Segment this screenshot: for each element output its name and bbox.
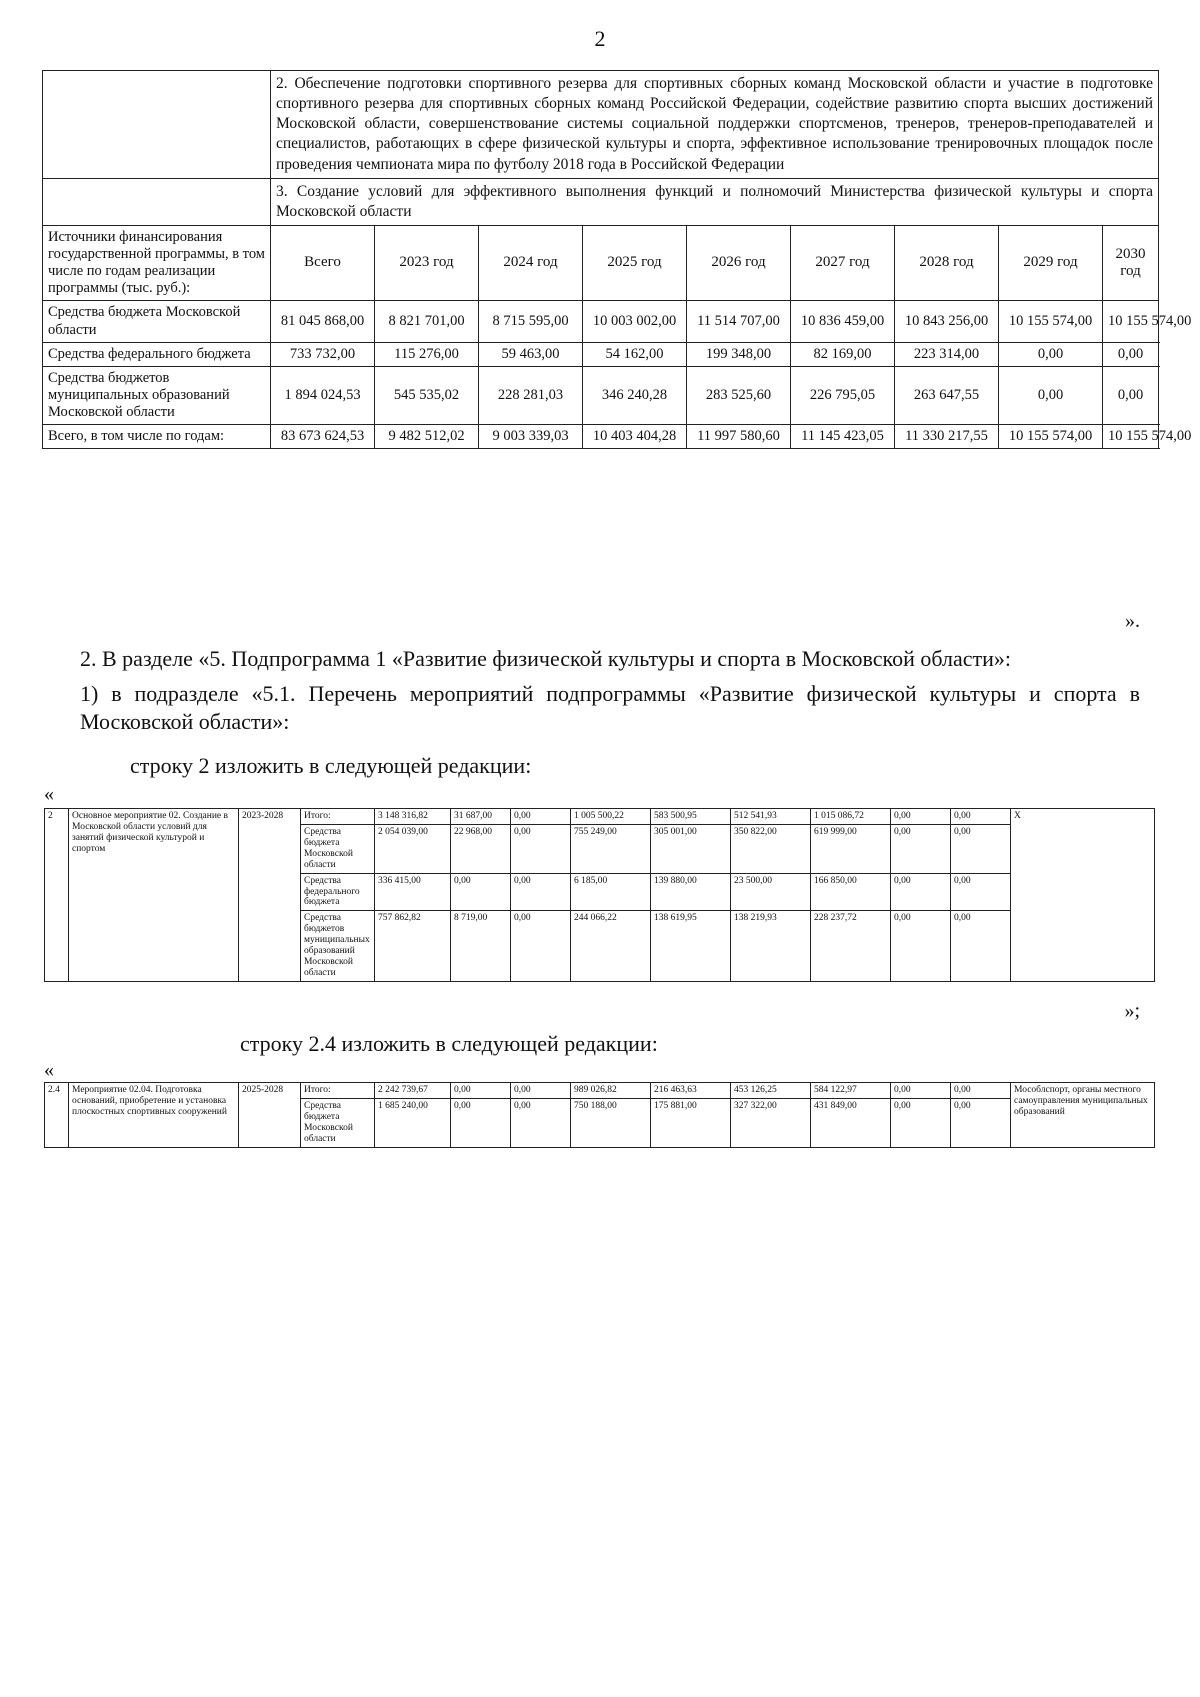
measure-value: 138 619,95 bbox=[651, 911, 731, 982]
financing-value: 83 673 624,53 bbox=[271, 425, 375, 449]
measure-value: 583 500,95 bbox=[651, 809, 731, 825]
measure-value: 0,00 bbox=[891, 873, 951, 911]
measure-value: 0,00 bbox=[511, 873, 571, 911]
subsection-paragraph: 1) в подразделе «5.1. Перечень мероприятий подпрограммы «Развитие физической культуры и спорта в Московской области»: bbox=[80, 681, 1140, 734]
financing-row bbox=[43, 425, 1159, 449]
measure-value: 431 849,00 bbox=[811, 1098, 891, 1147]
financing-value: 223 314,00 bbox=[895, 342, 999, 366]
measure-value: 0,00 bbox=[891, 1098, 951, 1147]
measure-value: 0,00 bbox=[511, 1098, 571, 1147]
measure-value: 6 185,00 bbox=[571, 873, 651, 911]
financing-value: 10 155 574,00 bbox=[1103, 425, 1159, 449]
measure-value: 0,00 bbox=[891, 824, 951, 873]
measure-value: 0,00 bbox=[511, 911, 571, 982]
measure-value: 166 850,00 bbox=[811, 873, 891, 911]
financing-value: 82 169,00 bbox=[791, 342, 895, 366]
financing-value: 1 894 024,53 bbox=[271, 366, 375, 424]
financing-table bbox=[42, 70, 1192, 449]
measure-value: 3 148 316,82 bbox=[375, 809, 451, 825]
measure-value: 327 322,00 bbox=[731, 1098, 811, 1147]
financing-value: 8 715 595,00 bbox=[479, 301, 583, 342]
measure-executor: Х bbox=[1011, 809, 1155, 982]
measure-line bbox=[45, 1083, 1155, 1099]
financing-value: 9 003 339,03 bbox=[479, 425, 583, 449]
page-number: 2 bbox=[594, 26, 606, 51]
row-2-closing-quote: »; bbox=[1124, 1000, 1140, 1022]
financing-source-label: Средства бюджетов муниципальных образований Московской области bbox=[43, 366, 271, 424]
funding-source: Средства бюджета Московской области bbox=[301, 1098, 375, 1147]
financing-value: 10 155 574,00 bbox=[1103, 301, 1159, 342]
financing-value: 346 240,28 bbox=[583, 366, 687, 424]
measure-value: 0,00 bbox=[511, 1083, 571, 1099]
measure-value: 305 001,00 bbox=[651, 824, 731, 873]
measure-period: 2025-2028 bbox=[239, 1083, 301, 1148]
measure-value: 0,00 bbox=[451, 873, 511, 911]
measure-value: 175 881,00 bbox=[651, 1098, 731, 1147]
column-header: 2030 год bbox=[1103, 225, 1159, 300]
financing-header-row bbox=[43, 225, 1159, 300]
financing-value: 54 162,00 bbox=[583, 342, 687, 366]
funding-source: Итого: bbox=[301, 809, 375, 825]
measure-value: 336 415,00 bbox=[375, 873, 451, 911]
financing-value: 199 348,00 bbox=[687, 342, 791, 366]
measure-value: 512 541,93 bbox=[731, 809, 811, 825]
column-header: 2028 год bbox=[895, 225, 999, 300]
financing-value: 115 276,00 bbox=[375, 342, 479, 366]
column-header: Всего bbox=[271, 225, 375, 300]
measure-value: 619 999,00 bbox=[811, 824, 891, 873]
measure-name: Основное мероприятие 02. Создание в Московской области условий для занятий физической культурой и спортом bbox=[69, 809, 239, 982]
measure-value: 244 066,22 bbox=[571, 911, 651, 982]
measure-number: 2.4 bbox=[45, 1083, 69, 1148]
measure-value: 139 880,00 bbox=[651, 873, 731, 911]
measure-name: Мероприятие 02.04. Подготовка оснований, приобретение и установка плоскостных спортивных сооружений bbox=[69, 1083, 239, 1148]
measure-value: 22 968,00 bbox=[451, 824, 511, 873]
measure-value: 757 862,82 bbox=[375, 911, 451, 982]
measure-value: 453 126,25 bbox=[731, 1083, 811, 1099]
measure-line bbox=[45, 809, 1155, 825]
financing-row bbox=[43, 301, 1159, 342]
financing-header-label: Источники финансирования государственной программы, в том числе по годам реализации программы (тыс. руб.): bbox=[43, 225, 271, 300]
measure-value: 8 719,00 bbox=[451, 911, 511, 982]
financing-row bbox=[43, 366, 1159, 424]
row-2-table bbox=[44, 808, 1155, 982]
financing-value: 10 843 256,00 bbox=[895, 301, 999, 342]
row-2-4-table bbox=[44, 1082, 1155, 1148]
measure-executor: Мособлспорт, органы местного самоуправления муниципальных образований bbox=[1011, 1083, 1155, 1148]
measure-period: 2023-2028 bbox=[239, 809, 301, 982]
measure-value: 0,00 bbox=[891, 911, 951, 982]
financing-value: 9 482 512,02 bbox=[375, 425, 479, 449]
financing-value: 10 155 574,00 bbox=[999, 301, 1103, 342]
measure-value: 0,00 bbox=[511, 809, 571, 825]
measure-value: 755 249,00 bbox=[571, 824, 651, 873]
measure-value: 350 822,00 bbox=[731, 824, 811, 873]
measure-value: 989 026,82 bbox=[571, 1083, 651, 1099]
measure-value: 0,00 bbox=[951, 824, 1011, 873]
column-header: 2023 год bbox=[375, 225, 479, 300]
financing-closing-quote: ». bbox=[1125, 610, 1140, 632]
measure-value: 216 463,63 bbox=[651, 1083, 731, 1099]
measure-value: 23 500,00 bbox=[731, 873, 811, 911]
goal-spacer-cell bbox=[43, 71, 271, 179]
goal-2-text: 2. Обеспечение подготовки спортивного резерва для спортивных сборных команд Московской области и участие в подготовке спортивного резерва для спортивных сборных команд Российской Федерации, содействие развитию спорта высших достижений Московской области, совершенствование системы социальной поддержки спортсменов, тренеров, тренеров-преподавателей и специалистов, работающих в сфере физической культуры и спорта, эффективное использование тренировочных площадок после проведения чемпионата мира по футболу 2018 года в Российской Федерации bbox=[271, 71, 1159, 179]
measure-value: 1 685 240,00 bbox=[375, 1098, 451, 1147]
financing-value: 283 525,60 bbox=[687, 366, 791, 424]
measure-value: 2 242 739,67 bbox=[375, 1083, 451, 1099]
financing-value: 59 463,00 bbox=[479, 342, 583, 366]
goal-3-text: 3. Создание условий для эффективного выполнения функций и полномочий Министерства физической культуры и спорта Московской области bbox=[271, 178, 1159, 225]
measure-value: 0,00 bbox=[891, 1083, 951, 1099]
row-2-4-instruction: строку 2.4 изложить в следующей редакции: bbox=[240, 1031, 658, 1056]
measure-value: 0,00 bbox=[951, 1098, 1011, 1147]
measure-value: 0,00 bbox=[891, 809, 951, 825]
column-header: 2026 год bbox=[687, 225, 791, 300]
measure-value: 0,00 bbox=[951, 911, 1011, 982]
measure-value: 1 005 500,22 bbox=[571, 809, 651, 825]
measure-value: 31 687,00 bbox=[451, 809, 511, 825]
funding-source: Средства бюджетов муниципальных образований Московской области bbox=[301, 911, 375, 982]
financing-value: 81 045 868,00 bbox=[271, 301, 375, 342]
measure-value: 228 237,72 bbox=[811, 911, 891, 982]
measure-number: 2 bbox=[45, 809, 69, 982]
measure-value: 138 219,93 bbox=[731, 911, 811, 982]
section-2-heading: 2. В разделе «5. Подпрограмма 1 «Развитие физической культуры и спорта в Московской области»: bbox=[80, 646, 1012, 671]
measure-value: 2 054 039,00 bbox=[375, 824, 451, 873]
financing-value: 263 647,55 bbox=[895, 366, 999, 424]
open-quote: « bbox=[44, 1059, 54, 1081]
financing-value: 10 403 404,28 bbox=[583, 425, 687, 449]
measure-value: 0,00 bbox=[511, 824, 571, 873]
financing-value: 228 281,03 bbox=[479, 366, 583, 424]
financing-value: 11 514 707,00 bbox=[687, 301, 791, 342]
financing-value: 0,00 bbox=[1103, 342, 1159, 366]
open-quote: « bbox=[44, 783, 54, 805]
financing-source-label: Всего, в том числе по годам: bbox=[43, 425, 271, 449]
financing-value: 11 330 217,55 bbox=[895, 425, 999, 449]
financing-value: 545 535,02 bbox=[375, 366, 479, 424]
financing-value: 0,00 bbox=[1103, 366, 1159, 424]
financing-source-label: Средства федерального бюджета bbox=[43, 342, 271, 366]
financing-value: 226 795,05 bbox=[791, 366, 895, 424]
financing-value: 733 732,00 bbox=[271, 342, 375, 366]
financing-value: 0,00 bbox=[999, 366, 1103, 424]
funding-source: Итого: bbox=[301, 1083, 375, 1099]
measure-value: 0,00 bbox=[451, 1098, 511, 1147]
financing-source-label: Средства бюджета Московской области bbox=[43, 301, 271, 342]
funding-source: Средства федерального бюджета bbox=[301, 873, 375, 911]
financing-value: 10 003 002,00 bbox=[583, 301, 687, 342]
funding-source: Средства бюджета Московской области bbox=[301, 824, 375, 873]
column-header: 2027 год bbox=[791, 225, 895, 300]
measure-value: 0,00 bbox=[951, 1083, 1011, 1099]
financing-value: 10 836 459,00 bbox=[791, 301, 895, 342]
financing-value: 8 821 701,00 bbox=[375, 301, 479, 342]
row-2-instruction: строку 2 изложить в следующей редакции: bbox=[130, 753, 532, 778]
column-header: 2029 год bbox=[999, 225, 1103, 300]
financing-value: 10 155 574,00 bbox=[999, 425, 1103, 449]
financing-value: 11 145 423,05 bbox=[791, 425, 895, 449]
measure-value: 584 122,97 bbox=[811, 1083, 891, 1099]
financing-value: 11 997 580,60 bbox=[687, 425, 791, 449]
measure-value: 0,00 bbox=[951, 873, 1011, 911]
column-header: 2024 год bbox=[479, 225, 583, 300]
financing-value: 0,00 bbox=[999, 342, 1103, 366]
column-header: 2025 год bbox=[583, 225, 687, 300]
financing-row bbox=[43, 342, 1159, 366]
measure-value: 1 015 086,72 bbox=[811, 809, 891, 825]
goal-spacer-cell bbox=[43, 178, 271, 225]
measure-value: 0,00 bbox=[951, 809, 1011, 825]
measure-value: 750 188,00 bbox=[571, 1098, 651, 1147]
measure-value: 0,00 bbox=[451, 1083, 511, 1099]
